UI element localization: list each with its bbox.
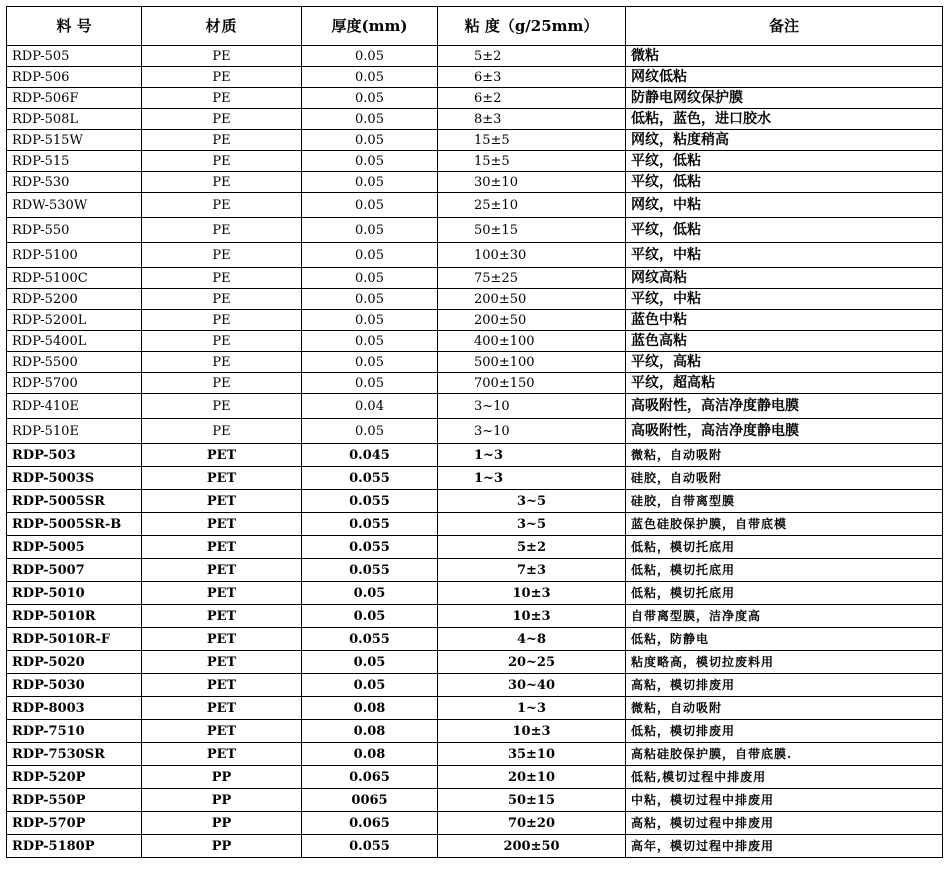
cell-adhesion: 3~10 [438, 394, 626, 419]
cell-adhesion: 10±3 [438, 605, 626, 628]
cell-remark: 微粘，自动吸附 [626, 444, 943, 467]
product-spec-table [6, 6, 943, 858]
cell-part-no: RDP-5010R [7, 605, 142, 628]
cell-part-no: RDP-5005SR [7, 490, 142, 513]
cell-material: PET [142, 605, 302, 628]
cell-thickness: 0.08 [302, 697, 438, 720]
table-row [7, 218, 943, 243]
cell-thickness: 0.05 [302, 67, 438, 88]
table-row [7, 605, 943, 628]
cell-thickness: 0.05 [302, 151, 438, 172]
cell-adhesion: 20~25 [438, 651, 626, 674]
cell-material: PET [142, 444, 302, 467]
table-row [7, 743, 943, 766]
cell-material: PET [142, 720, 302, 743]
cell-remark: 微粘，自动吸附 [626, 697, 943, 720]
table-row [7, 373, 943, 394]
cell-adhesion: 6±3 [438, 67, 626, 88]
cell-adhesion: 5±2 [438, 536, 626, 559]
table-row [7, 628, 943, 651]
cell-remark: 微粘 [626, 46, 943, 67]
cell-adhesion: 100±30 [438, 243, 626, 268]
table-row [7, 193, 943, 218]
cell-remark: 低粘，模切托底用 [626, 559, 943, 582]
cell-remark: 平纹，低粘 [626, 172, 943, 193]
cell-remark: 低粘，模切托底用 [626, 582, 943, 605]
cell-part-no: RDP-506F [7, 88, 142, 109]
cell-thickness: 0.05 [302, 419, 438, 444]
cell-adhesion: 5±2 [438, 46, 626, 67]
cell-material: PET [142, 467, 302, 490]
table-row [7, 697, 943, 720]
cell-material: PE [142, 67, 302, 88]
cell-remark: 粘度略高，模切拉废料用 [626, 651, 943, 674]
cell-part-no: RDP-5020 [7, 651, 142, 674]
cell-thickness: 0.05 [302, 218, 438, 243]
cell-adhesion: 50±15 [438, 218, 626, 243]
cell-thickness: 0.055 [302, 559, 438, 582]
cell-thickness: 0.05 [302, 46, 438, 67]
cell-part-no: RDP-506 [7, 67, 142, 88]
cell-part-no: RDP-550P [7, 789, 142, 812]
cell-thickness: 0.045 [302, 444, 438, 467]
cell-part-no: RDP-410E [7, 394, 142, 419]
cell-material: PE [142, 331, 302, 352]
cell-thickness: 0.065 [302, 766, 438, 789]
cell-remark: 蓝色中粘 [626, 310, 943, 331]
cell-part-no: RDP-5100C [7, 268, 142, 289]
cell-adhesion: 200±50 [438, 289, 626, 310]
cell-material: PE [142, 419, 302, 444]
header-adhesion: 粘 度（g/25mm） [438, 7, 626, 46]
cell-adhesion: 50±15 [438, 789, 626, 812]
cell-remark: 低粘，蓝色，进口胶水 [626, 109, 943, 130]
cell-material: PE [142, 151, 302, 172]
cell-material: PE [142, 193, 302, 218]
cell-remark: 高吸附性，高洁净度静电膜 [626, 394, 943, 419]
cell-thickness: 0.08 [302, 720, 438, 743]
cell-part-no: RDP-5003S [7, 467, 142, 490]
cell-remark: 高粘，模切过程中排废用 [626, 812, 943, 835]
cell-material: PE [142, 109, 302, 130]
cell-part-no: RDP-550 [7, 218, 142, 243]
cell-material: PET [142, 697, 302, 720]
cell-part-no: RDP-5200L [7, 310, 142, 331]
cell-part-no: RDP-7510 [7, 720, 142, 743]
table-row [7, 394, 943, 419]
cell-adhesion: 1~3 [438, 697, 626, 720]
table-row [7, 172, 943, 193]
cell-material: PE [142, 243, 302, 268]
cell-remark: 低粘，防静电 [626, 628, 943, 651]
cell-material: PET [142, 743, 302, 766]
table-row [7, 243, 943, 268]
cell-part-no: RDP-5100 [7, 243, 142, 268]
cell-remark: 平纹，低粘 [626, 218, 943, 243]
table-row [7, 289, 943, 310]
cell-adhesion: 1~3 [438, 444, 626, 467]
table-body [7, 46, 943, 858]
cell-material: PE [142, 394, 302, 419]
cell-adhesion: 15±5 [438, 130, 626, 151]
cell-material: PE [142, 130, 302, 151]
cell-material: PP [142, 812, 302, 835]
cell-adhesion: 30~40 [438, 674, 626, 697]
header-part-no: 料 号 [7, 7, 142, 46]
header-remark: 备注 [626, 7, 943, 46]
cell-thickness: 0.055 [302, 536, 438, 559]
cell-material: PET [142, 628, 302, 651]
table-row [7, 720, 943, 743]
cell-adhesion: 3~10 [438, 419, 626, 444]
cell-part-no: RDP-5005SR-B [7, 513, 142, 536]
table-row [7, 109, 943, 130]
table-row [7, 789, 943, 812]
cell-thickness: 0.05 [302, 88, 438, 109]
cell-material: PP [142, 835, 302, 858]
cell-remark: 高年，模切过程中排废用 [626, 835, 943, 858]
cell-part-no: RDW-530W [7, 193, 142, 218]
cell-remark: 高吸附性，高洁净度静电膜 [626, 419, 943, 444]
cell-adhesion: 35±10 [438, 743, 626, 766]
cell-part-no: RDP-510E [7, 419, 142, 444]
table-row [7, 67, 943, 88]
cell-thickness: 0.05 [302, 268, 438, 289]
cell-thickness: 0065 [302, 789, 438, 812]
cell-remark: 低粘，模切排废用 [626, 720, 943, 743]
cell-adhesion: 3~5 [438, 513, 626, 536]
cell-part-no: RDP-515W [7, 130, 142, 151]
cell-thickness: 0.05 [302, 373, 438, 394]
table-row [7, 130, 943, 151]
cell-material: PE [142, 268, 302, 289]
cell-material: PE [142, 373, 302, 394]
cell-thickness: 0.05 [302, 193, 438, 218]
cell-remark: 高粘，模切排废用 [626, 674, 943, 697]
cell-thickness: 0.05 [302, 331, 438, 352]
table-row [7, 674, 943, 697]
cell-thickness: 0.05 [302, 352, 438, 373]
cell-remark: 平纹，中粘 [626, 289, 943, 310]
table-row [7, 559, 943, 582]
cell-part-no: RDP-503 [7, 444, 142, 467]
cell-remark: 低粘,模切过程中排废用 [626, 766, 943, 789]
table-row [7, 651, 943, 674]
cell-part-no: RDP-5010 [7, 582, 142, 605]
cell-thickness: 0.055 [302, 835, 438, 858]
table-row [7, 310, 943, 331]
cell-remark: 平纹，中粘 [626, 243, 943, 268]
cell-adhesion: 30±10 [438, 172, 626, 193]
table-row [7, 582, 943, 605]
cell-thickness: 0.055 [302, 513, 438, 536]
cell-material: PET [142, 513, 302, 536]
cell-remark: 网纹，中粘 [626, 193, 943, 218]
cell-remark: 防静电网纹保护膜 [626, 88, 943, 109]
cell-part-no: RDP-520P [7, 766, 142, 789]
table-row [7, 88, 943, 109]
cell-material: PE [142, 218, 302, 243]
cell-thickness: 0.055 [302, 490, 438, 513]
cell-remark: 蓝色高粘 [626, 331, 943, 352]
cell-adhesion: 70±20 [438, 812, 626, 835]
cell-part-no: RDP-508L [7, 109, 142, 130]
cell-thickness: 0.05 [302, 289, 438, 310]
cell-adhesion: 15±5 [438, 151, 626, 172]
cell-material: PE [142, 88, 302, 109]
table-row [7, 46, 943, 67]
cell-remark: 平纹，高粘 [626, 352, 943, 373]
table-row [7, 467, 943, 490]
table-row [7, 766, 943, 789]
cell-material: PET [142, 559, 302, 582]
cell-remark: 网纹，粘度稍高 [626, 130, 943, 151]
cell-part-no: RDP-530 [7, 172, 142, 193]
header-material: 材质 [142, 7, 302, 46]
cell-thickness: 0.05 [302, 109, 438, 130]
cell-thickness: 0.055 [302, 628, 438, 651]
table-row [7, 513, 943, 536]
cell-remark: 硅胶，自带离型膜 [626, 490, 943, 513]
cell-part-no: RDP-570P [7, 812, 142, 835]
cell-remark: 平纹，超高粘 [626, 373, 943, 394]
cell-material: PP [142, 789, 302, 812]
cell-remark: 自带离型膜，洁净度高 [626, 605, 943, 628]
cell-adhesion: 200±50 [438, 835, 626, 858]
cell-adhesion: 4~8 [438, 628, 626, 651]
cell-part-no: RDP-5007 [7, 559, 142, 582]
cell-part-no: RDP-5200 [7, 289, 142, 310]
cell-part-no: RDP-5400L [7, 331, 142, 352]
cell-adhesion: 700±150 [438, 373, 626, 394]
cell-remark: 高粘硅胶保护膜，自带底膜. [626, 743, 943, 766]
cell-adhesion: 75±25 [438, 268, 626, 289]
cell-remark: 低粘，模切托底用 [626, 536, 943, 559]
table-row [7, 835, 943, 858]
cell-material: PP [142, 766, 302, 789]
cell-part-no: RDP-5010R-F [7, 628, 142, 651]
cell-adhesion: 10±3 [438, 582, 626, 605]
cell-remark: 蓝色硅胶保护膜，自带底模 [626, 513, 943, 536]
cell-remark: 平纹，低粘 [626, 151, 943, 172]
cell-adhesion: 3~5 [438, 490, 626, 513]
header-row [7, 7, 943, 46]
cell-part-no: RDP-5180P [7, 835, 142, 858]
cell-material: PET [142, 651, 302, 674]
cell-thickness: 0.04 [302, 394, 438, 419]
cell-adhesion: 200±50 [438, 310, 626, 331]
cell-material: PET [142, 536, 302, 559]
cell-part-no: RDP-7530SR [7, 743, 142, 766]
table-row [7, 536, 943, 559]
cell-material: PE [142, 172, 302, 193]
cell-thickness: 0.05 [302, 651, 438, 674]
table-row [7, 490, 943, 513]
cell-thickness: 0.08 [302, 743, 438, 766]
cell-thickness: 0.05 [302, 310, 438, 331]
cell-adhesion: 500±100 [438, 352, 626, 373]
cell-part-no: RDP-5700 [7, 373, 142, 394]
cell-thickness: 0.05 [302, 674, 438, 697]
cell-part-no: RDP-5005 [7, 536, 142, 559]
table-row [7, 352, 943, 373]
table-row [7, 268, 943, 289]
cell-part-no: RDP-505 [7, 46, 142, 67]
cell-part-no: RDP-5030 [7, 674, 142, 697]
table-row [7, 812, 943, 835]
cell-remark: 网纹高粘 [626, 268, 943, 289]
cell-part-no: RDP-515 [7, 151, 142, 172]
cell-thickness: 0.055 [302, 467, 438, 490]
cell-adhesion: 6±2 [438, 88, 626, 109]
cell-material: PE [142, 352, 302, 373]
cell-thickness: 0.065 [302, 812, 438, 835]
cell-adhesion: 8±3 [438, 109, 626, 130]
cell-remark: 网纹低粘 [626, 67, 943, 88]
table-row [7, 151, 943, 172]
header-thickness: 厚度(mm) [302, 7, 438, 46]
cell-material: PET [142, 582, 302, 605]
cell-thickness: 0.05 [302, 582, 438, 605]
cell-adhesion: 25±10 [438, 193, 626, 218]
cell-thickness: 0.05 [302, 605, 438, 628]
table-row [7, 444, 943, 467]
cell-remark: 硅胶，自动吸附 [626, 467, 943, 490]
cell-adhesion: 10±3 [438, 720, 626, 743]
cell-remark: 中粘，模切过程中排废用 [626, 789, 943, 812]
cell-part-no: RDP-5500 [7, 352, 142, 373]
cell-material: PE [142, 289, 302, 310]
table-row [7, 331, 943, 352]
cell-thickness: 0.05 [302, 172, 438, 193]
cell-material: PET [142, 674, 302, 697]
cell-thickness: 0.05 [302, 130, 438, 151]
cell-material: PE [142, 310, 302, 331]
cell-adhesion: 1~3 [438, 467, 626, 490]
cell-adhesion: 7±3 [438, 559, 626, 582]
cell-adhesion: 20±10 [438, 766, 626, 789]
table-row [7, 419, 943, 444]
cell-material: PET [142, 490, 302, 513]
cell-thickness: 0.05 [302, 243, 438, 268]
cell-material: PE [142, 46, 302, 67]
cell-part-no: RDP-8003 [7, 697, 142, 720]
cell-adhesion: 400±100 [438, 331, 626, 352]
